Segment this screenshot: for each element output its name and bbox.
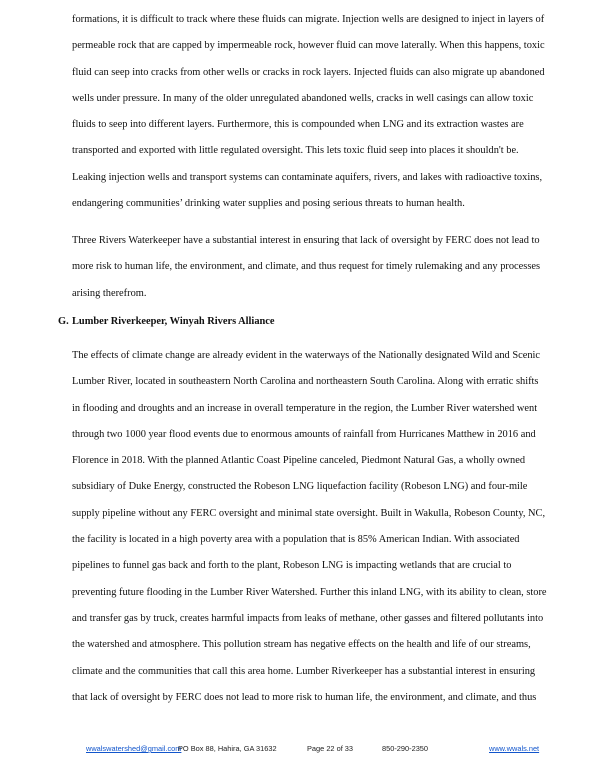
footer-email-link[interactable]: wwalswatershed@gmail.com — [86, 744, 182, 753]
section-letter: G. — [58, 316, 69, 327]
footer-phone: 850-290-2350 — [382, 744, 429, 753]
section-title: Lumber Riverkeeper, Winyah Rivers Alliance — [72, 316, 275, 327]
paragraph-lumber-riverkeeper: The effects of climate change are already evident in the waterways of the Nationally designated Wild and Scenic Lumber River, located in southeastern North Carolina and northeastern South Carolina. Along with erratic shifts in flooding and droughts and an increase in overall temperature in the region, the Lumber River watershed went through two 1000 year flood events due to enormous amounts of rainfall from Hurricanes Matthew in 2016 and Florence in 2018. With the planned Atlantic Coast Pipeline canceled, Piedmont Natural Gas, a wholly owned subsidiary of Duke Energy, constructed the Robeson LNG liquefaction facility (Robeson LNG) and four-mile supply pipeline without any FERC oversight and minimal state oversight. Built in Wakulla, Robeson County, NC, the facility is located in a high poverty area with a population that is 85% American Indian. With associated pipelines to funnel gas back and forth to the plant, Robeson LNG is impacting wetlands that are crucial to preventing future flooding in the Lumber River Watershed. Further this inland LNG, with its ability to clean, store and transfer gas by truck, creates harmful impacts from leaks of methane, other gasses and filtered pollutants into the watershed and atmosphere. This pollution stream has negative effects on the health and life of our streams, climate and the communities that call this area home. Lumber Riverkeeper has a substantial interest in ensuring that lack of oversight by FERC does not lead to more risk to human life, the environment, and climate, and thus — [72, 350, 547, 703]
paragraph-injection-wells: formations, it is difficult to track where these fluids can migrate. Injection wells are designed to inject in layers of permeable rock that are capped by impermeable rock, however fluid can move laterally. When this happens, toxic fluid can seep into cracks from other wells or cracks in rock layers. Injected fluids can also migrate up abandoned wells under pressure. In many of the older unregulated abandoned wells, cracks in well casings can allow toxic fluids to seep into different layers. Furthermore, this is compounded when LNG and its extraction wastes are transported and exported with little regulated oversight. This lets toxic fluid seep into places it shouldn't be. Leaking injection wells and transport systems can contaminate aquifers, rivers, and lakes with radioactive toxins, endangering communities’ drinking water supplies and posing serious threats to human health. — [72, 14, 545, 210]
footer-page-number: Page 22 of 33 — [307, 744, 354, 753]
paragraph-three-rivers-waterkeeper: Three Rivers Waterkeeper have a substantial interest in ensuring that lack of oversight by FERC does not lead to more risk to human life, the environment, and climate, and thus request for timely rulemaking and any processes arising therefrom. — [72, 235, 541, 299]
page-footer — [0, 744, 600, 758]
section-g-heading — [58, 316, 275, 327]
footer-address: PO Box 88, Hahira, GA 31632 — [178, 744, 277, 753]
footer-website-link[interactable]: www.wwals.net — [489, 744, 540, 753]
